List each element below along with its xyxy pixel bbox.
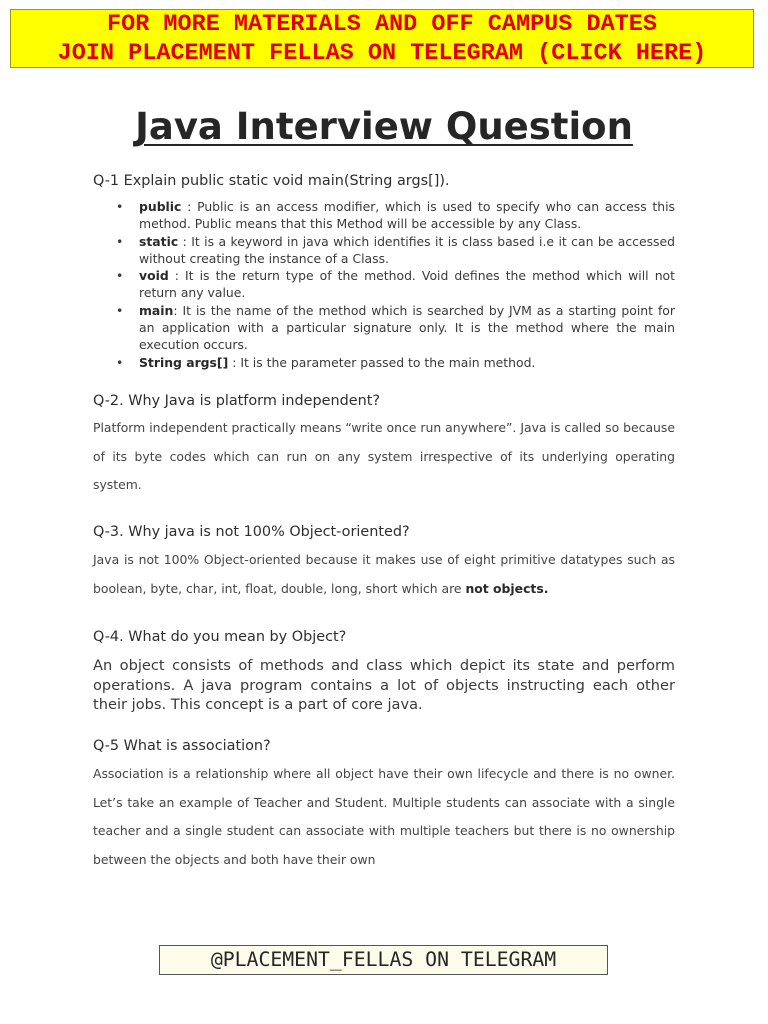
list-item-separator: : xyxy=(181,199,198,214)
list-item xyxy=(93,354,675,371)
q4-heading: Q-4. What do you mean by Object? xyxy=(93,629,347,645)
list-item xyxy=(93,233,675,268)
q3-answer xyxy=(93,546,675,603)
list-item-text: It is the parameter passed to the main method. xyxy=(240,354,536,370)
telegram-handle-footer: @PLACEMENT_FELLAS ON TELEGRAM xyxy=(159,945,608,975)
list-item xyxy=(93,302,675,354)
page-title xyxy=(0,104,768,150)
page-title-text: Java Interview Question xyxy=(135,105,633,148)
q3-answer-emphasis: not objects. xyxy=(465,580,549,596)
list-item-text: It is a keyword in java which identifies it is class based i.e it can be accessed without creating the instance of a Class. xyxy=(139,233,675,266)
q5-answer: Association is a relationship where all object have their own lifecycle and there is no owner. Let’s take an example of Teacher and Student. Multiple students can associate with a single teacher and a single student can associate with multiple teachers but there is no ownership between the objects and both have their own xyxy=(93,766,675,867)
list-item-term: void xyxy=(139,268,169,284)
list-item-text: Public is an access modifier, which is used to specify who can access this method. Public means that this Method will be accessible by any Class. xyxy=(139,199,675,232)
list-item-term: String args[] xyxy=(139,354,229,370)
q1-heading: Q-1 Explain public static void main(String args[]). xyxy=(93,173,450,189)
list-item-text: It is the name of the method which is searched by JVM as a starting point for an application with a particular signature only. It is the method where the main execution occurs. xyxy=(139,302,675,353)
list-item-term: static xyxy=(139,233,179,249)
list-item-separator: : xyxy=(168,268,186,284)
list-item xyxy=(93,267,675,302)
q2-answer: Platform independent practically means “write once run anywhere”. Java is called so because of its byte codes which can run on any system irrespective of its underlying operating system. xyxy=(93,420,675,492)
list-item-term: public xyxy=(139,199,182,214)
banner-line-1: FOR MORE MATERIALS AND OFF CAMPUS DATES xyxy=(107,11,657,38)
q3-heading: Q-3. Why java is not 100% Object-oriented? xyxy=(93,524,410,540)
q2-heading: Q-2. Why Java is platform independent? xyxy=(93,393,381,409)
q1-bullet-list xyxy=(93,198,675,371)
q3-answer-text: Java is not 100% Object-oriented because it makes use of eight primitive datatypes such as boolean, byte, char, int, float, double, long, short which are xyxy=(93,552,675,596)
list-item-separator: : xyxy=(178,233,192,249)
list-item-separator: : xyxy=(173,302,183,318)
q4-answer: An object consists of methods and class which depict its state and perform operations. A java program contains a lot of objects instructing each other their jobs. This concept is a part of core java. xyxy=(93,657,675,713)
list-item-separator: : xyxy=(228,354,241,370)
banner-line-2: JOIN PLACEMENT FELLAS ON TELEGRAM (CLICK HERE) xyxy=(57,40,707,67)
list-item-text: It is the return type of the method. Void defines the method which will not return any value. xyxy=(139,268,675,301)
list-item-term: main xyxy=(139,302,174,318)
telegram-promo-banner[interactable] xyxy=(10,9,754,68)
q5-heading: Q-5 What is association? xyxy=(93,738,271,754)
list-item xyxy=(93,198,675,233)
